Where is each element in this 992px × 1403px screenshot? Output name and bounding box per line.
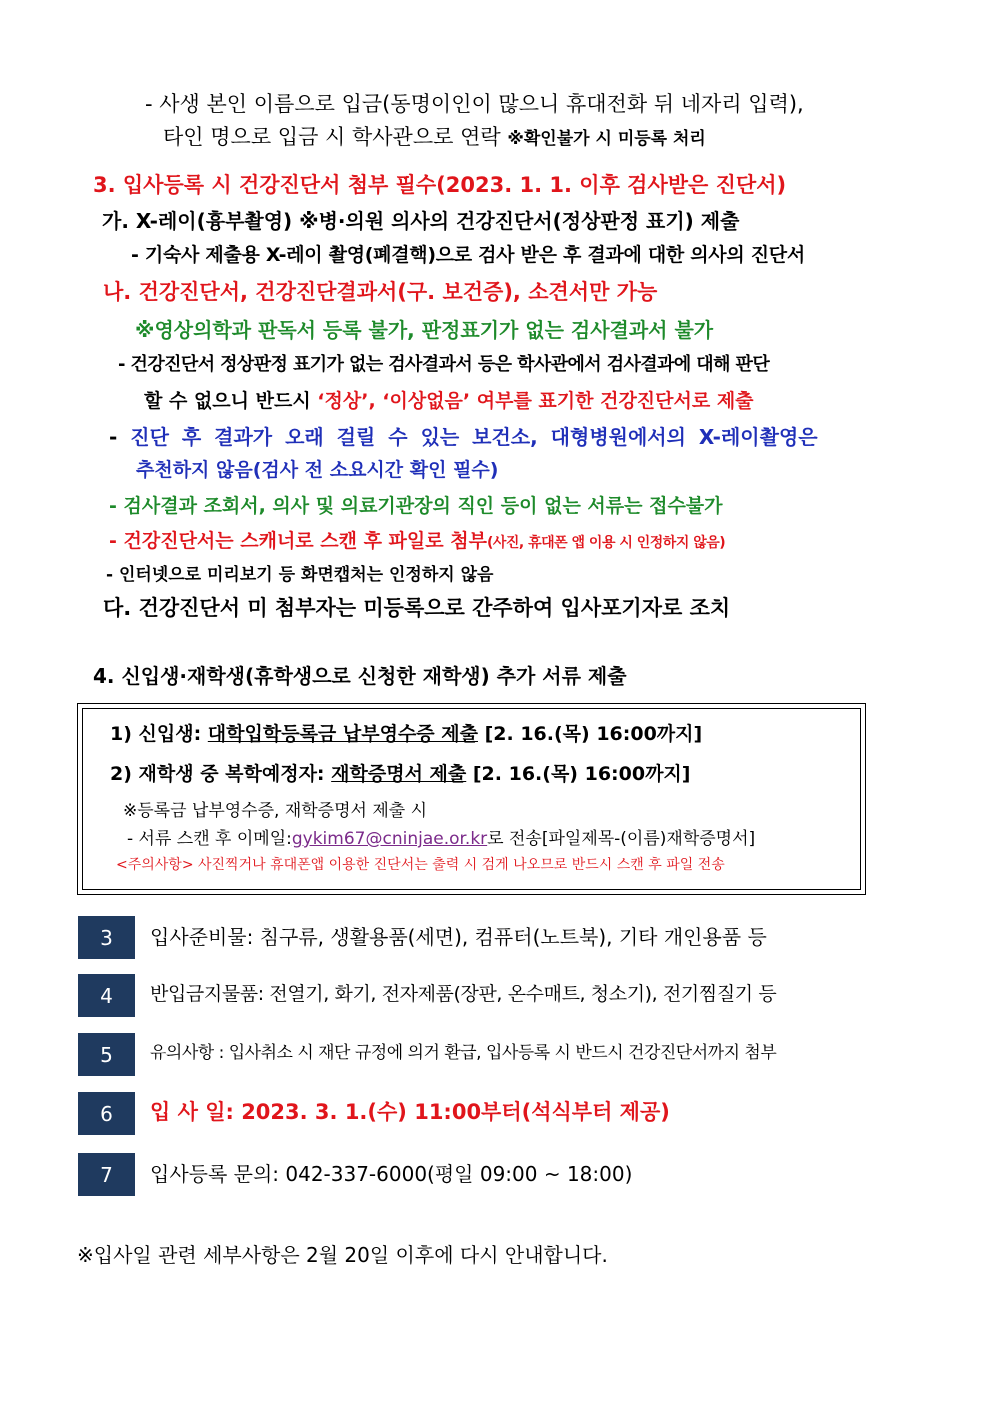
- row-3-text: 입사준비물: 침구류, 생활용품(세면), 컴퓨터(노트북), 기타 개인용품 등: [150, 925, 767, 949]
- section3-bullet4-main: - 건강진단서는 스캐너로 스캔 후 파일로 첨부: [109, 530, 487, 552]
- email-link[interactable]: gykim67@cninjae.or.kr: [291, 829, 488, 849]
- top-line-1: - 사생 본인 이름으로 입금(동명이인이 많으니 휴대전화 뒤 네자리 입력),: [145, 92, 804, 116]
- section4-note2-b: 로 전송[파일제목-(이름)재학증명서]: [487, 829, 756, 849]
- section3-na: 나. 건강진단서, 건강진단결과서(구. 보건증), 소견서만 가능: [103, 280, 658, 304]
- section4-caution: <주의사항> 사진찍거나 휴대폰앱 이용한 진단서는 출력 시 검게 나오므로 반드시 스캔 후 파일 전송: [116, 857, 725, 873]
- section3-bullet3: - 검사결과 조회서, 의사 및 의료기관장의 직인 등이 없는 서류는 접수불가: [109, 495, 723, 517]
- row-7-text: 입사등록 문의: 042-337-6000(평일 09:00 ~ 18:00): [150, 1162, 633, 1186]
- section4-note2: [127, 829, 755, 849]
- section3-bullet1-a: - 건강진단서 정상판정 표기가 없는 검사결과서 등은 학사관에서 검사결과에 대해 판단: [118, 354, 770, 375]
- section3-bullet1-b-plain: 할 수 없으니 반드시: [144, 390, 318, 412]
- section3-bullet2-b: 추천하지 않음(검사 전 소요시간 확인 필수): [136, 459, 499, 481]
- section4-heading: 4. 신입생·재학생(휴학생으로 신청한 재학생) 추가 서류 제출: [93, 664, 627, 688]
- row-4-number: 4: [78, 974, 135, 1017]
- section3-bullet1-b-red: ‘정상’, ‘이상없음’ 여부를 표기한 건강진단서로 제출: [317, 390, 754, 412]
- row-3-number: 3: [78, 916, 135, 959]
- row-4-text: 반입금지물품: 전열기, 화기, 전자제품(장판, 온수매트, 청소기), 전기찜질기 등: [150, 983, 777, 1005]
- row-6-text: 입 사 일: 2023. 3. 1.(수) 11:00부터(석식부터 제공): [150, 1100, 670, 1124]
- section4-item2-date: [2. 16.(목) 16:00까지]: [466, 763, 691, 785]
- section4-item1-prefix: 1) 신입생:: [110, 723, 208, 745]
- section3-bullet4: [109, 530, 725, 553]
- section4-item2: [110, 763, 690, 786]
- row-5-number: 5: [78, 1033, 135, 1076]
- footer-note: ※입사일 관련 세부사항은 2월 20일 이후에 다시 안내합니다.: [77, 1243, 608, 1267]
- section4-item1-doc: 대학입학등록금 납부영수증 제출: [207, 723, 478, 745]
- top-line-2-main: 타인 명으로 입금 시 학사관으로 연락: [163, 125, 508, 149]
- section3-ga: 가. X-레이(흉부촬영) ※병·의원 의사의 건강진단서(정상판정 표기) 제출: [102, 209, 740, 233]
- top-line-2-note: ※확인불가 시 미등록 처리: [507, 129, 706, 149]
- section3-bullet2-dash: -: [109, 425, 131, 449]
- row-6-number: 6: [78, 1092, 135, 1135]
- top-line-2: [163, 125, 706, 150]
- section4-item1-date: [2. 16.(목) 16:00까지]: [477, 723, 703, 745]
- section3-na-note: ※영상의학과 판독서 등록 불가, 판정표기가 없는 검사결과서 불가: [135, 318, 714, 342]
- section3-heading: 3. 입사등록 시 건강진단서 첨부 필수(2023. 1. 1. 이후 검사받은 진단서): [93, 173, 787, 197]
- section4-note1: ※등록금 납부영수증, 재학증명서 제출 시: [123, 801, 428, 821]
- section3-ga-sub: - 기숙사 제출용 X-레이 촬영(폐결핵)으로 검사 받은 후 결과에 대한 의사의 진단서: [131, 244, 805, 266]
- section4-item2-doc: 재학증명서 제출: [331, 763, 467, 785]
- section3-bullet2-a: [109, 425, 818, 449]
- section4-note2-a: - 서류 스캔 후 이메일:: [127, 829, 292, 849]
- section4-item2-prefix: 2) 재학생 중 복학예정자:: [110, 763, 332, 785]
- section4-item1: [110, 723, 702, 746]
- section3-bullet1-b: [144, 390, 754, 413]
- row-5-text: 유의사항 : 입사취소 시 재단 규정에 의거 환급, 입사등록 시 반드시 건강진단서까지 첨부: [150, 1043, 777, 1063]
- row-7-number: 7: [78, 1153, 135, 1196]
- section3-da: 다. 건강진단서 미 첨부자는 미등록으로 간주하여 입사포기자로 조치: [103, 596, 731, 620]
- section3-bullet5: - 인터넷으로 미리보기 등 화면캡처는 인정하지 않음: [106, 565, 494, 585]
- section3-bullet4-small: (사진, 휴대폰 앱 이용 시 인정하지 않음): [486, 535, 726, 551]
- section3-bullet2-a-text: 진단 후 결과가 오래 걸릴 수 있는 보건소, 대형병원에서의 X-레이촬영은: [130, 425, 818, 449]
